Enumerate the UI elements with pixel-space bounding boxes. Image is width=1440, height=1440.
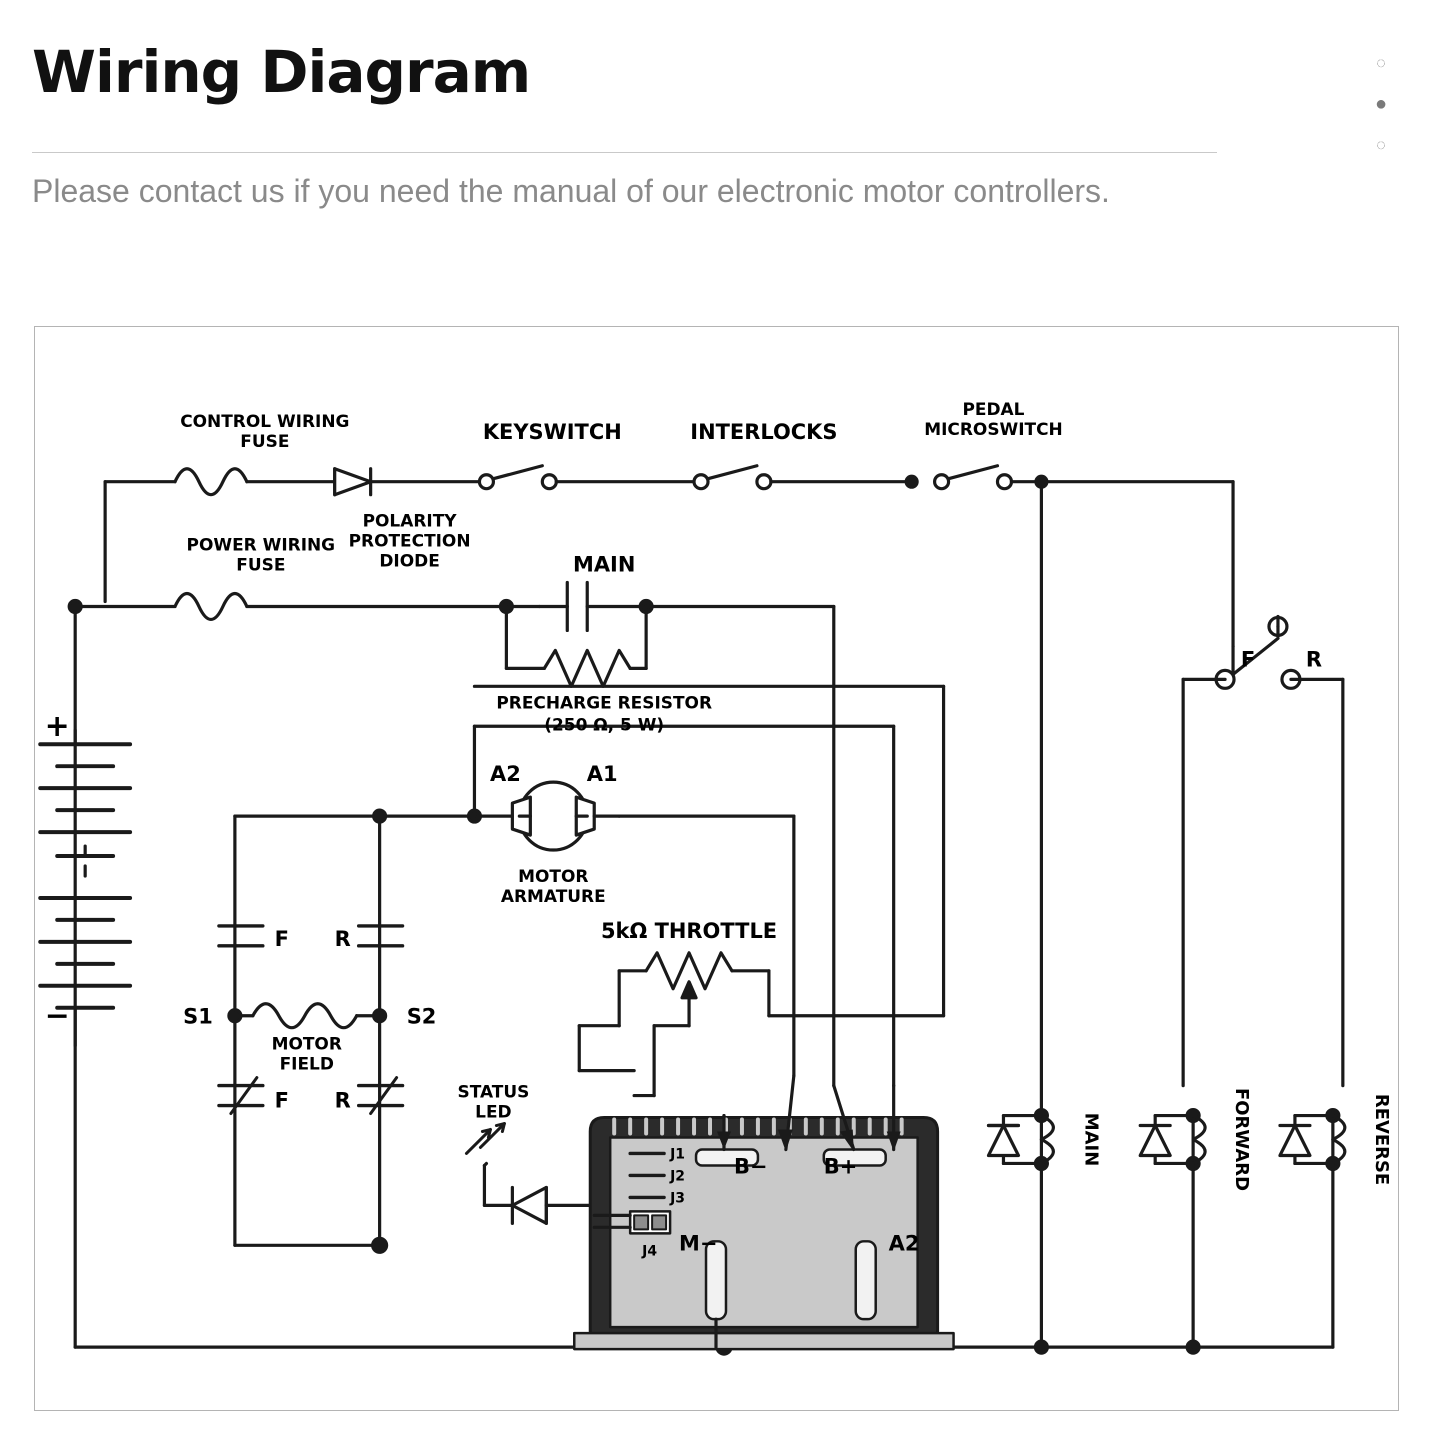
reverse-suppression-diode [1280, 1126, 1310, 1156]
interlocks-blade [708, 466, 757, 479]
page-title: Wiring Diagram [32, 38, 531, 106]
forward-suppression-diode [1140, 1126, 1170, 1156]
label-pedal-microswitch-line2: MICROSWITCH [924, 418, 1063, 439]
wiring-diagram-svg [35, 327, 1398, 1410]
pedal-node-left [906, 476, 917, 487]
interlocks-terminal-right [757, 475, 771, 489]
label-motor-field-line2: FIELD [279, 1053, 334, 1074]
loading-indicator [1368, 50, 1394, 170]
power-wiring-fuse-symbol [175, 594, 247, 620]
label-precharge-resistor-line2: (250 Ω, 5 W) [544, 714, 665, 735]
fr-switch-blade [1233, 638, 1278, 674]
loading-dot-bottom: ◌ [1376, 137, 1386, 154]
label-power-wiring-fuse-line2: FUSE [236, 554, 286, 575]
label-precharge-resistor-line1: PRECHARGE RESISTOR [496, 692, 713, 713]
control-wiring-fuse-symbol [175, 469, 247, 495]
keyswitch-terminal-left [479, 475, 493, 489]
label-polarity-diode-line1: POLARITY [362, 510, 457, 531]
main-suppression-diode [988, 1126, 1018, 1156]
label-keyswitch: KEYSWITCH [482, 419, 622, 444]
controller-base-flange [574, 1333, 953, 1349]
interlocks-terminal-left [694, 475, 708, 489]
label-controller-j3: J3 [670, 1190, 686, 1207]
label-coil-main: MAIN [1080, 1112, 1102, 1167]
label-contact-r-upper: R [334, 926, 351, 951]
label-coil-forward: FORWARD [1231, 1088, 1253, 1191]
pedal-microswitch-terminal-right [997, 475, 1011, 489]
controller-j4-pin-b [652, 1215, 666, 1229]
motor-field-coil-symbol [253, 1004, 357, 1028]
label-main-contactor: MAIN [573, 552, 636, 577]
label-throttle: 5kΩ THROTTLE [600, 918, 778, 943]
label-battery-positive: + [44, 709, 70, 745]
label-field-s1: S1 [183, 1004, 213, 1029]
precharge-resistor-symbol [544, 650, 630, 686]
pedal-microswitch-blade [949, 466, 998, 479]
label-contact-r-lower: R [334, 1088, 351, 1113]
loading-dot-top: ◌ [1376, 55, 1386, 72]
page-subtitle: Please contact us if you need the manual of our electronic motor controllers. [32, 173, 1110, 209]
label-controller-mminus: M− [679, 1231, 718, 1256]
label-contact-f-lower: F [274, 1088, 289, 1113]
label-controller-j2: J2 [670, 1168, 686, 1185]
label-polarity-diode-line3: DIODE [379, 550, 440, 571]
label-controller-bminus: B− [733, 1154, 768, 1179]
label-battery-negative: − [44, 998, 70, 1034]
label-armature-a1: A1 [586, 762, 618, 787]
label-power-wiring-fuse-line1: POWER WIRING [186, 534, 336, 555]
label-pedal-microswitch-line1: PEDAL [962, 398, 1025, 419]
label-switch-r: R [1305, 647, 1322, 672]
node-s2 [374, 1010, 386, 1022]
keyswitch-blade [493, 466, 542, 479]
label-controller-j4: J4 [642, 1243, 658, 1260]
label-control-wiring-fuse-line1: CONTROL WIRING [180, 410, 350, 431]
pedal-microswitch-terminal-left [935, 475, 949, 489]
keyswitch-terminal-right [542, 475, 556, 489]
label-controller-a2: A2 [888, 1231, 920, 1256]
contact-r-lower-cross [371, 1078, 397, 1114]
label-status-led-line1: STATUS [457, 1081, 530, 1102]
label-polarity-diode-line2: PROTECTION [348, 530, 471, 551]
label-interlocks: INTERLOCKS [690, 419, 838, 444]
controller-j4-pin-a [634, 1215, 648, 1229]
wiring-diagram-figure [34, 326, 1399, 1411]
label-status-led-line2: LED [475, 1101, 512, 1122]
controller-terminal-a2 [856, 1241, 876, 1319]
label-controller-j1: J1 [670, 1146, 686, 1163]
status-led-symbol [512, 1187, 546, 1223]
label-field-s2: S2 [406, 1004, 437, 1029]
label-coil-reverse: REVERSE [1370, 1093, 1392, 1186]
node-s1 [229, 1010, 241, 1022]
loading-dot-middle: ● [1374, 93, 1388, 115]
label-motor-field-line1: MOTOR [271, 1033, 342, 1054]
label-motor-armature-line2: ARMATURE [500, 885, 606, 906]
label-control-wiring-fuse-line2: FUSE [240, 430, 290, 451]
title-divider [32, 152, 1217, 153]
label-switch-f: F [1240, 647, 1256, 672]
polarity-protection-diode [335, 469, 371, 495]
label-motor-armature-line1: MOTOR [518, 865, 589, 886]
wire-led-stub [484, 1163, 486, 1165]
label-armature-a2: A2 [489, 762, 521, 787]
throttle-wiper-arrow [682, 982, 696, 998]
label-controller-bplus: B+ [823, 1154, 858, 1179]
label-contact-f-upper: F [274, 926, 289, 951]
